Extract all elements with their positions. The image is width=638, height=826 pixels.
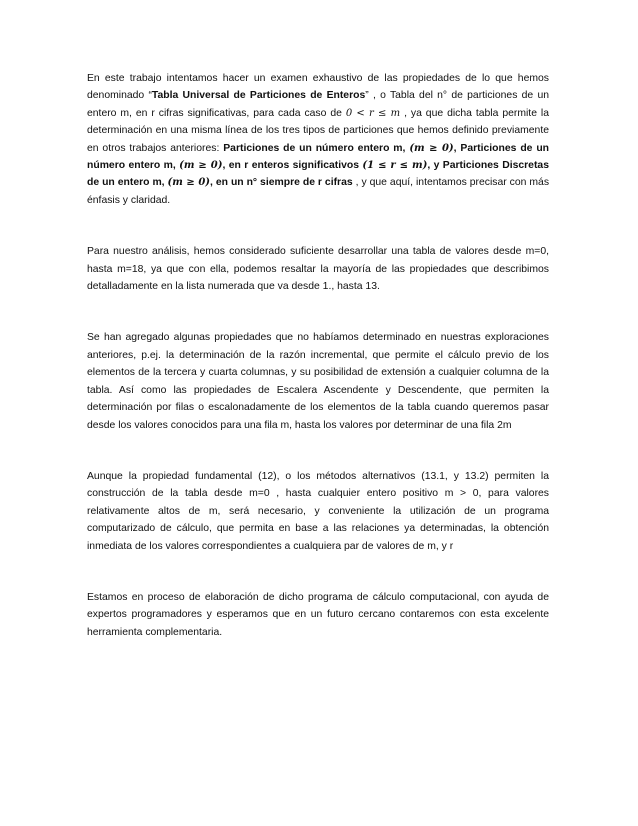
paragraph-analysis: Para nuestro análisis, hemos considerado suficiente desarrollar una tabla de valores desde m=0, hasta m=18, ya que con ella, podemos resaltar la mayoría de las propiedades que describimos detalladamente en la lista numerada que va desde 1., hasta 13. (87, 246, 549, 293)
paragraph-new-properties: Se han agregado algunas propiedades que no habíamos determinado en nuestras exploraciones anteriores, p.ej. la determinación de la razón incremental, que permite el cálculo previo de los elementos de la tercera y cuarta columnas, y su posibilidad de extensión a cualquier columna de la tabla. Así como las propiedades de Escalera Ascendente y Descendente, que permiten la determinación por filas o escalonadamente de los elementos de la tabla cuando queremos pasar desde los valores conocidos para una fila m, hasta los valores por determinar de una fila 2m (87, 332, 549, 431)
intro-text-4: , y que aquí, intentamos precisar con más énfasis y claridad. (87, 177, 550, 206)
document-page (87, 70, 549, 641)
intro-text-2: ” , o Tabla del n° de particiones de un entero m, en r cifras significativas, para cada caso de (87, 90, 549, 119)
intro-bold-3: , Particiones de un número entero m, (87, 142, 550, 172)
paragraph-program: Estamos en proceso de elaboración de dicho programa de cálculo computacional, con ayuda de expertos programadores y esperamos que en un futuro cercano contaremos con esta excelente herramienta complementaria. (87, 591, 549, 638)
intro-math-2: (m ≥ 0) (409, 142, 454, 154)
intro-bold-table-name: Tabla Universal de Particiones de Enteros (151, 90, 366, 102)
intro-bold-2: Particiones de un número entero m, (223, 142, 410, 154)
paragraph-fundamental-property: Aunque la propiedad fundamental (12), o los métodos alternativos (13.1, y 13.2) permiten la construcción de la tabla desde m=0 , hasta cualquier entero positivo m > 0, para valores relativamente altos de m, será necesario, y conveniente la utilización de un programa computarizado de cálculo, que permita en base a las relaciones ya determinadas, la obtención inmediata de los valores correspondientes a cualquiera par de valores de m, y r (87, 470, 549, 552)
intro-math-4: (1 ≤ r ≤ m) (362, 160, 428, 172)
intro-math-range: 0 < r ≤ m (345, 107, 401, 119)
intro-math-5: (m ≥ 0) (167, 177, 211, 189)
paragraph-intro (87, 70, 549, 209)
intro-bold-5: , y Particiones Discretas de un entero m, (87, 160, 549, 189)
intro-text-1: En este trabajo intentamos hacer un examen exhaustivo de las propiedades de lo que hemos denominado “ (87, 73, 549, 102)
intro-math-3: (m ≥ 0) (179, 160, 223, 172)
intro-text-3: , ya que dicha tabla permite la determinación en una misma línea de los tres tipos de particiones que hemos definido previamente en otros trabajos anteriores: (87, 107, 549, 154)
intro-bold-6: , en un n° siempre de r cifras (210, 177, 353, 189)
intro-bold-4: , en r enteros significativos (222, 160, 363, 172)
